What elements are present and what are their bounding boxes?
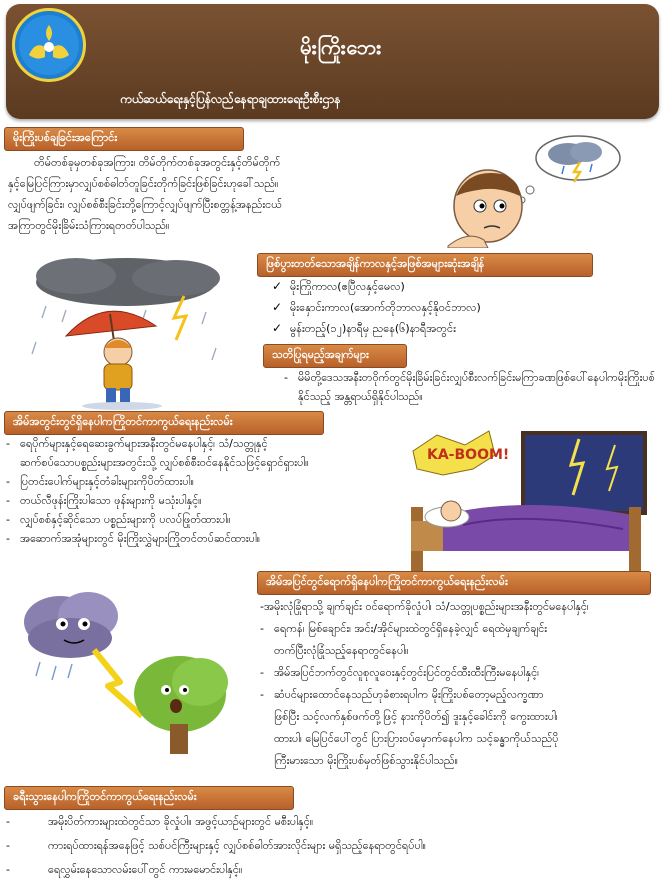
section-heading-travel: ခရီးသွားနေပါကကြိုတင်ကာကွယ်ရေးနည်းလမ်း	[4, 786, 294, 810]
list-item: ✓ မွန်းတည့်(၁၂)နာရီမှ ညနေ(၆)နာရီအတွင်း	[272, 318, 652, 339]
child-umbrella-rain-icon	[6, 252, 242, 412]
boom-text: KA-BOOM!	[427, 447, 510, 463]
thinking-man-storm-icon	[428, 128, 638, 248]
note-text	[284, 368, 656, 406]
list-item: - အဆောက်အအုံများတွင် မိုးကြိုးလွှဲများကြိုတင်တပ်ဆင်ထားပါ။	[6, 529, 396, 548]
list-item: - ရေပိုက်များနှင့်ရေဆေးခွက်များအနီးတွင်မနေပါနှင့်၊ သံ/သတ္တုနှင့်	[6, 434, 396, 453]
about-paragraph	[8, 152, 408, 236]
bed-thunder-boom-icon	[403, 425, 657, 577]
occur-list	[272, 276, 652, 339]
travel-list	[6, 810, 656, 882]
list-item: ✓ မိုးကြိုကာလ(ဧပြီလနှင့်မေလ)	[272, 276, 652, 297]
list-item: - အိမ်အပြင်ဘက်တွင်လူစုလူဝေးနှင့်တွင်းပြင်တွင်ထီးထီးကြီးမနေပါနှင့်၊	[260, 662, 660, 684]
section-heading-note: သတိပြုရမည့်အချက်များ	[263, 344, 407, 368]
list-item: - လျှပ်စစ်နှင့်ဆိုင်သော ပစ္စည်းများကို ပလပ်ဖြုတ်ထားပါ။	[6, 510, 396, 529]
section-heading-occur: ဖြစ်ပွားတတ်သောအချိန်ကာလနှင့်အဖြစ်အများဆုံးအချိန်	[257, 253, 593, 277]
page-subtitle: ကယ်ဆယ်ရေးနှင့်ပြန်လည်နေရာချထားရေးဦးစီးဌာန	[120, 92, 341, 106]
list-item: ✓ မိုးနှောင်းကာလ(အောက်တိုဘာလနှင့်နိုဝင်ဘာလ)	[272, 297, 652, 318]
department-logo-hands-icon	[15, 11, 83, 79]
list-item: - တယ်လီဖုန်းကြိုးပါသော ဖုန်းများကို မသုံးပါနှင့်။	[6, 491, 396, 510]
outdoor-list	[260, 596, 660, 772]
list-item: - ရေကန်၊ မြစ်ချောင်း၊ အင်း/အိုင်များထဲတွင်ရှိနေခဲ့လျှင် ရေထဲမှချက်ချင်း	[260, 618, 660, 640]
list-item-continuation: တက်ပြီးလုံခြုံသည့်နေရာတွင်နေပါ။	[274, 644, 409, 657]
list-item: - အမိုးပိတ်ကားများထဲတွင်သာ ခိုလှုံပါ။ အဖွင့်ယာဉ်များတွင် မစီးပါနှင့်။	[6, 810, 656, 834]
section-heading-outdoor: အိမ်အပြင်တွင်ရောက်ရှိနေပါကကြိုတင်ကာကွယ်ရေးနည်းလမ်း	[257, 571, 651, 595]
list-item-continuation: ဆက်စပ်သောပစ္စည်းများအတွင်းသို့ လျှပ်စစ်စီးဝင်နေနိုင်သဖြင့်ရှောင်ရှားပါ။	[20, 456, 309, 469]
about-line: နှင့်မြေပြင်ကြားမှာလျှပ်စစ်ဓါတ်တူခြင်းတိုက်ခြင်းဖြစ်ခြင်းဟုခေါ်သည်။	[8, 177, 279, 190]
list-item: - ရေလွှမ်းနေသောလမ်းပေါ်တွင် ကားမမောင်းပါနှင့်။	[6, 858, 656, 882]
cloud-lightning-tree-icon	[10, 586, 246, 758]
list-item-continuation: ထားပါ၊ မြေပြင်ပေါ်တွင် ပြားပြားဝပ်မှောက်နေပါက သင့်ခန္ဓာကိုယ်သည်ပို	[274, 732, 559, 745]
about-line: လျှပ်ဖျက်ခြင်း၊ လျှပ်စစ်စီးခြင်းတို့ကြောင့်လျှပ်ဖျက်ပြီးစတ္တန့်အနည်းငယ်	[8, 198, 282, 211]
list-item-continuation: ဖြစ်ပြီး သင့်လက်နှစ်ဖက်တို့ဖြင့် နားကိုပိတ်၍ ဒူးနှင့်ခေါင်းကို ကွေးထားပါ၊	[274, 710, 558, 723]
section-heading-indoor: အိမ်အတွင်းတွင်ရှိနေပါကကြိုတင်ကာကွယ်ရေးနည်းလမ်း	[4, 411, 324, 435]
department-logo	[12, 8, 86, 82]
page-title: မိုးကြိုးဘေး	[300, 35, 382, 59]
list-item: - ကားရပ်ထားရန်အနေဖြင့် သစ်ပင်ကြီးများနှင့် လျှပ်စစ်ဓါတ်အားလိုင်းများ မရှိသည့်နေရာတွင်ရပ်ပါ။	[6, 834, 656, 858]
about-line: အကြာတွင်မိုးခြိမ်းသံကြားရတတ်ပါသည်။	[8, 219, 170, 232]
indoor-list	[6, 434, 396, 548]
list-item: - ပြတင်းပေါက်များနှင့်တံခါးများကိုပိတ်ထားပါ။	[6, 472, 396, 491]
list-item: -အမိုးလုံခြုံရာသို့ ချက်ချင်း ဝင်ရောက်ခိုလှုံပါ၊ သံ/သတ္တုပစ္စည်းများအနီးတွင်မနေပါနှင့်၊	[260, 600, 589, 613]
list-item-continuation: ကြီးမားသော မိုးကြိုးပစ်မှတ်ဖြစ်သွားနိုင်ပါသည်။	[274, 754, 458, 767]
note-item: - မိမိတို့ဒေသအနီးတဝိုက်တွင်မိုးခြိမ်းခြင်းလျှပ်စီးလက်ခြင်းမကြာခဏဖြစ်ပေါ်နေပါကမိုးကြိုးပစ်နိုင်သည့် အန္တရာယ်ရှိနိုင်ပါသည်။	[284, 368, 656, 406]
about-line: တိမ်တစ်ခုမှတစ်ခုအကြား၊ တိမ်တိုက်တစ်ခုအတွင်းနှင့်တိမ်တိုက်	[34, 156, 281, 169]
list-item: - ဆံပင်များထောင်နေသည်ဟုခံစားရပါက မိုးကြိုးပစ်တော့မည့်လက္ခဏာ	[260, 684, 660, 706]
section-heading-about: မိုးကြိုးပစ်ချခြင်းအကြောင်း	[4, 127, 244, 151]
